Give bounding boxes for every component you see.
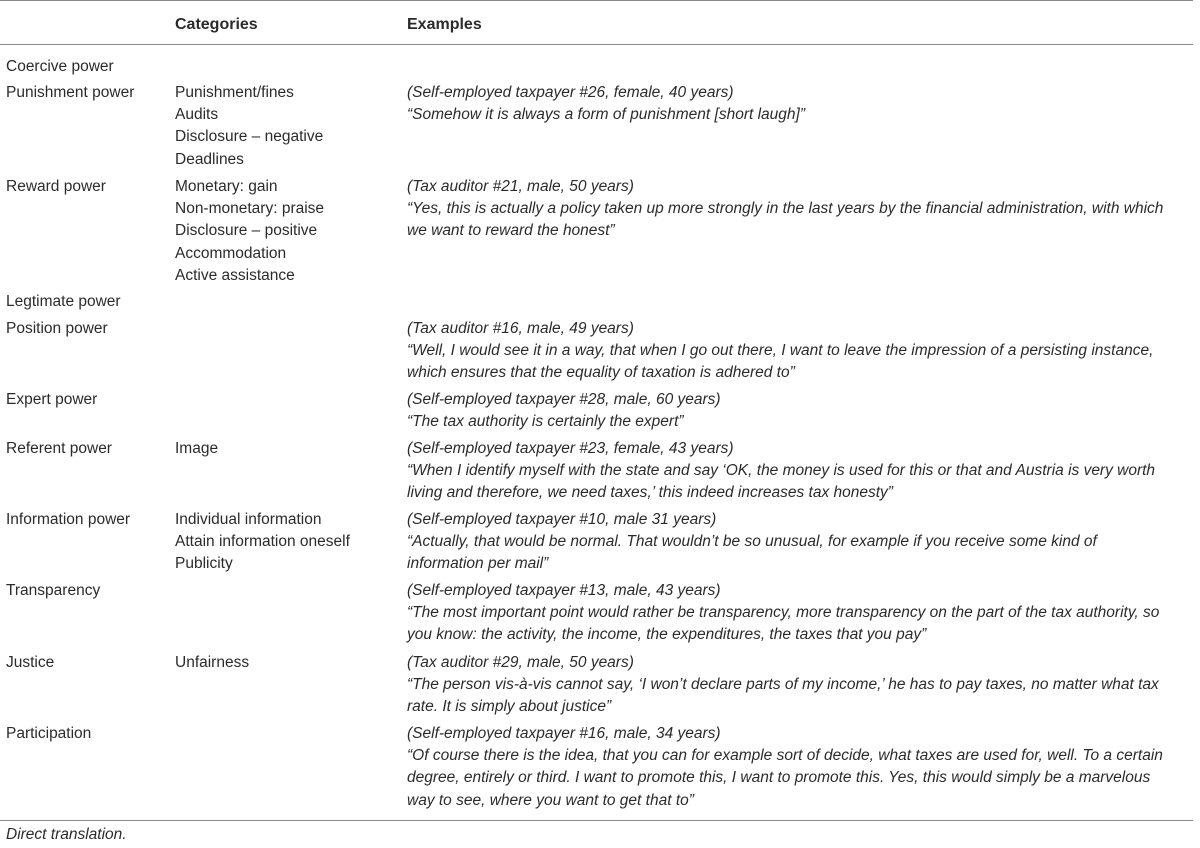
row-example [407,318,1193,385]
example-quote-line: rate. It is simply about justice” [407,698,612,716]
row-categories [175,438,400,460]
example-quote-line: “When I identify myself with the state and say ‘OK, the money is used for this or that and Austria is very worth [407,462,1156,480]
category-item: Unfairness [175,654,250,671]
example-quote-line: degree, entirely or third. I want to promote this, I want to promote this. Yes, this would simply be a marvelous [407,769,1151,787]
row-label: Punishment power [6,84,135,101]
example-source: (Self-employed taxpayer #23, female, 43 years) [407,440,734,457]
category-item: Punishment/fines [175,84,294,101]
header-rule [0,44,1193,45]
category-item: Accommodation [175,244,287,262]
example-source: (Self-employed taxpayer #16, male, 34 years) [407,725,721,742]
example-source: (Tax auditor #21, male, 50 years) [407,178,634,195]
example-quote-line: living and therefore, we need taxes,’ this indeed increases tax honesty” [407,484,893,502]
example-quote-line: “Yes, this is actually a policy taken up more strongly in the last years by the financial administration, with which [407,200,1164,218]
row-label: Coercive power [6,58,114,75]
example-source: (Self-employed taxpayer #28, male, 60 years) [407,391,721,408]
row-categories [175,652,400,674]
row-example [407,723,1193,812]
example-source: (Self-employed taxpayer #13, male, 43 years) [407,582,721,599]
category-item: Disclosure – negative [175,128,324,146]
category-item: Deadlines [175,150,244,168]
example-source: (Self-employed taxpayer #26, female, 40 years) [407,84,734,101]
row-example [407,580,1193,647]
example-quote-line: “Well, I would see it in a way, that when I go out there, I want to leave the impression of a persisting instance, [407,342,1154,360]
example-quote-line: information per mail” [407,555,549,573]
category-item: Individual information [175,511,322,528]
example-source: (Self-employed taxpayer #10, male 31 years) [407,511,717,528]
row-label: Participation [6,725,92,742]
example-quote-line: “The tax authority is certainly the expert” [407,413,684,431]
header-categories: Categories [175,16,258,33]
row-label: Legtimate power [6,293,121,310]
example-quote-line: “The person vis-à-vis cannot say, ‘I won’t declare parts of my income,’ he has to pay taxes, no matter what tax [407,676,1159,694]
category-item: Non-monetary: praise [175,200,325,218]
top-rule [0,0,1193,1]
header-examples: Examples [407,16,482,33]
example-quote-line: which ensures that the equality of taxation is adhered to” [407,364,795,382]
example-quote-line: “Of course there is the idea, that you can for example sort of decide, what taxes are used for, well. To a certain [407,747,1163,765]
category-item: Monetary: gain [175,178,278,195]
row-example [407,389,1193,433]
row-example [407,509,1193,576]
category-item: Publicity [175,555,233,573]
category-item: Disclosure – positive [175,222,318,240]
bottom-rule [0,820,1193,821]
example-quote-line: “Actually, that would be normal. That wouldn’t be so unusual, for example if you receive some kind of [407,533,1097,551]
row-label: Transparency [6,582,101,599]
row-label: Justice [6,654,55,671]
category-item: Audits [175,106,219,124]
example-quote-line: “The most important point would rather be transparency, more transparency on the part of the tax authority, so [407,604,1160,622]
example-source: (Tax auditor #16, male, 49 years) [407,320,634,337]
example-quote-line: “Somehow it is always a form of punishment [short laugh]” [407,106,806,124]
category-item: Active assistance [175,266,295,284]
row-label: Information power [6,511,131,528]
row-example [407,652,1193,719]
row-label: Expert power [6,391,98,408]
row-categories [175,176,400,287]
row-example [407,176,1193,243]
row-categories [175,82,400,171]
example-quote-line: you know: the activity, the income, the expenditures, the taxes that you pay” [407,626,927,644]
category-item: Attain information oneself [175,533,350,551]
row-categories [175,509,400,576]
row-label: Referent power [6,440,112,457]
category-item: Image [175,440,219,457]
table-footnote: Direct translation. [6,826,127,843]
row-example [407,82,1193,126]
row-label: Position power [6,320,108,337]
example-quote-line: we want to reward the honest” [407,222,615,240]
row-example [407,438,1193,505]
example-source: (Tax auditor #29, male, 50 years) [407,654,634,671]
row-label: Reward power [6,178,106,195]
example-quote-line: way to see, where you want to get that to” [407,791,694,809]
